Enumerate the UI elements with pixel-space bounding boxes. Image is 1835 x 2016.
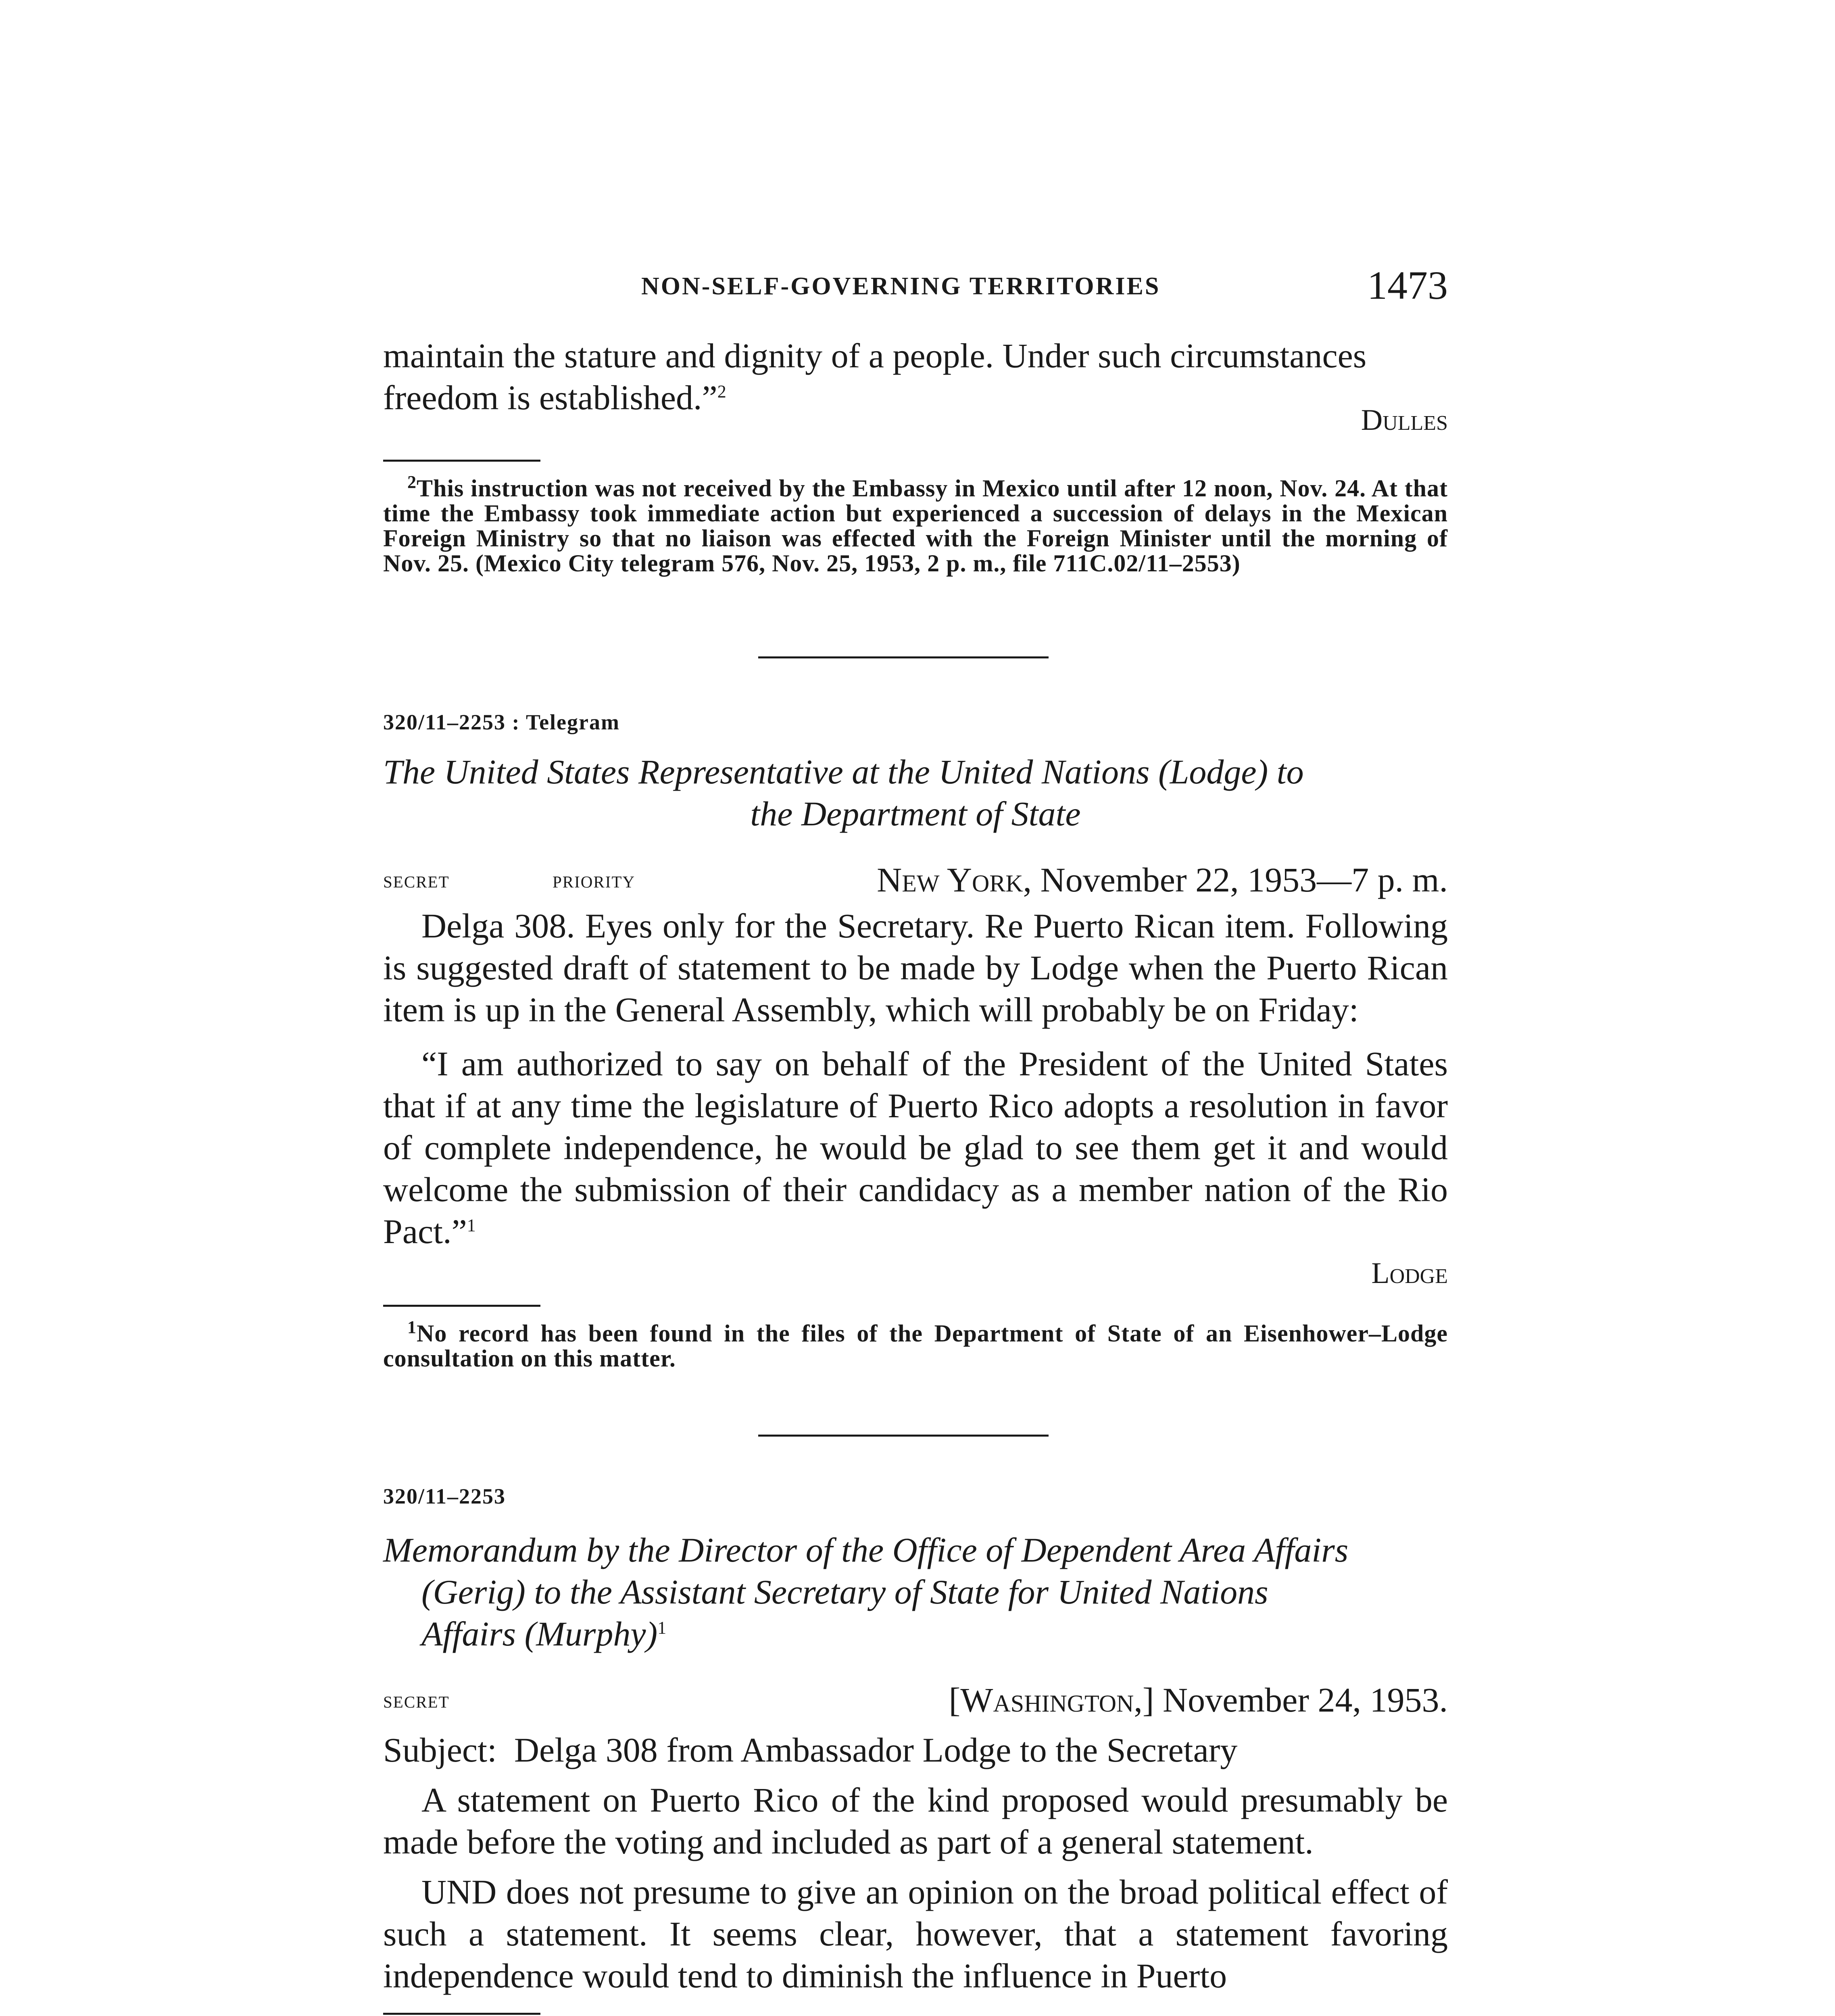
running-head: NON-SELF-GOVERNING TERRITORIES (641, 273, 1161, 300)
doc2-title-line2: the Department of State (750, 794, 1081, 833)
doc3-title-line1: Memorandum by the Director of the Office of Dependent Area Affairs (383, 1531, 1349, 1569)
doc2-place-date: New York, November 22, 1953—7 p. m. (877, 860, 1448, 899)
doc2-paragraph-1: Delga 308. Eyes only for the Secretary. Re Puerto Rican item. Following is suggested draft of statement to be made by Lodge when the Puerto Rican item is up in the General Assembly, which will probably be on Friday: (383, 906, 1448, 1029)
footnote-rule (383, 1305, 540, 1307)
doc2-file-ref: 320/11–2253 : Telegram (383, 710, 620, 734)
doc1-signature: Dulles (1361, 404, 1448, 437)
doc2-priority: priority (553, 866, 636, 893)
doc3-footnote-rule-row (383, 1997, 1448, 2016)
doc3-title-line3: Affairs (Murphy)$^1$ (421, 1614, 667, 1653)
doc2-footnote: $^1$No record has been found in the files of the Department of State of an Eisenhower–Lodge consultation on this matter. (383, 1317, 1448, 1372)
doc1-continuation: maintain the stature and dignity of a people. Under such circumstances freedom is established.”$^2$ (383, 336, 1367, 417)
doc3-title-line2: (Gerig) to the Assistant Secretary of State for United Nations (421, 1572, 1268, 1611)
doc2-signature-row (383, 1252, 1448, 1297)
doc2-title-line1: The United States Representative at the United Nations (Lodge) to (383, 752, 1304, 791)
doc2-paragraph-2: “I am authorized to say on behalf of the President of the United States that if at any time the legislature of Puerto Rico adopts a resolution in favor of complete independence, he would be glad to see them get it and would welcome the submission of their candidacy as a member nation of the Rio Pact.”$^1$ (383, 1044, 1448, 1251)
footnote-rule (383, 2013, 540, 2015)
doc3-section (383, 1484, 1448, 2016)
doc2-footnote-rule-row (383, 1297, 1448, 1313)
separator-rule (758, 1435, 1049, 1437)
doc2-section (383, 710, 1448, 1371)
page-number: 1473 (1367, 263, 1448, 308)
page-header (383, 262, 1448, 310)
separator-rule (758, 656, 1049, 658)
footnote-rule (383, 460, 540, 462)
doc1-footnote: $^2$This instruction was not received by the Embassy in Mexico until after 12 noon, Nov. 24. At that time the Embassy took immediate action but experienced a succession of delays in the Mexican Foreign Ministry so that no liaison was effected with the Foreign Minister until the morning of Nov. 25. (Mexico City telegram 576, Nov. 25, 1953, 2 p. m., file 711C.02/11–2553) (383, 472, 1448, 577)
doc3-paragraph-2: UND does not presume to give an opinion on the broad political effect of such a statement. It seems clear, however, that a statement favoring independence would tend to diminish the influence in Puerto (383, 1872, 1448, 1995)
doc2-signature: Lodge (1371, 1257, 1448, 1290)
doc3-place-date: [Washington,] November 24, 1953. (949, 1681, 1448, 1719)
doc3-paragraph-1: A statement on Puerto Rico of the kind proposed would presumably be made before the voting and included as part of a general statement. (383, 1781, 1448, 1861)
doc3-file-ref: 320/11–2253 (383, 1484, 506, 1508)
doc1-signature-row (383, 403, 1448, 444)
doc2-classification: secret (383, 866, 450, 893)
doc1-footnote-block (383, 460, 1448, 576)
doc3-subject: Subject: Delga 308 from Ambassador Lodge to the Secretary (383, 1731, 1238, 1769)
doc3-classification: secret (383, 1687, 450, 1713)
doc3-dateline (383, 1679, 1448, 1721)
doc2-dateline (383, 859, 1448, 901)
